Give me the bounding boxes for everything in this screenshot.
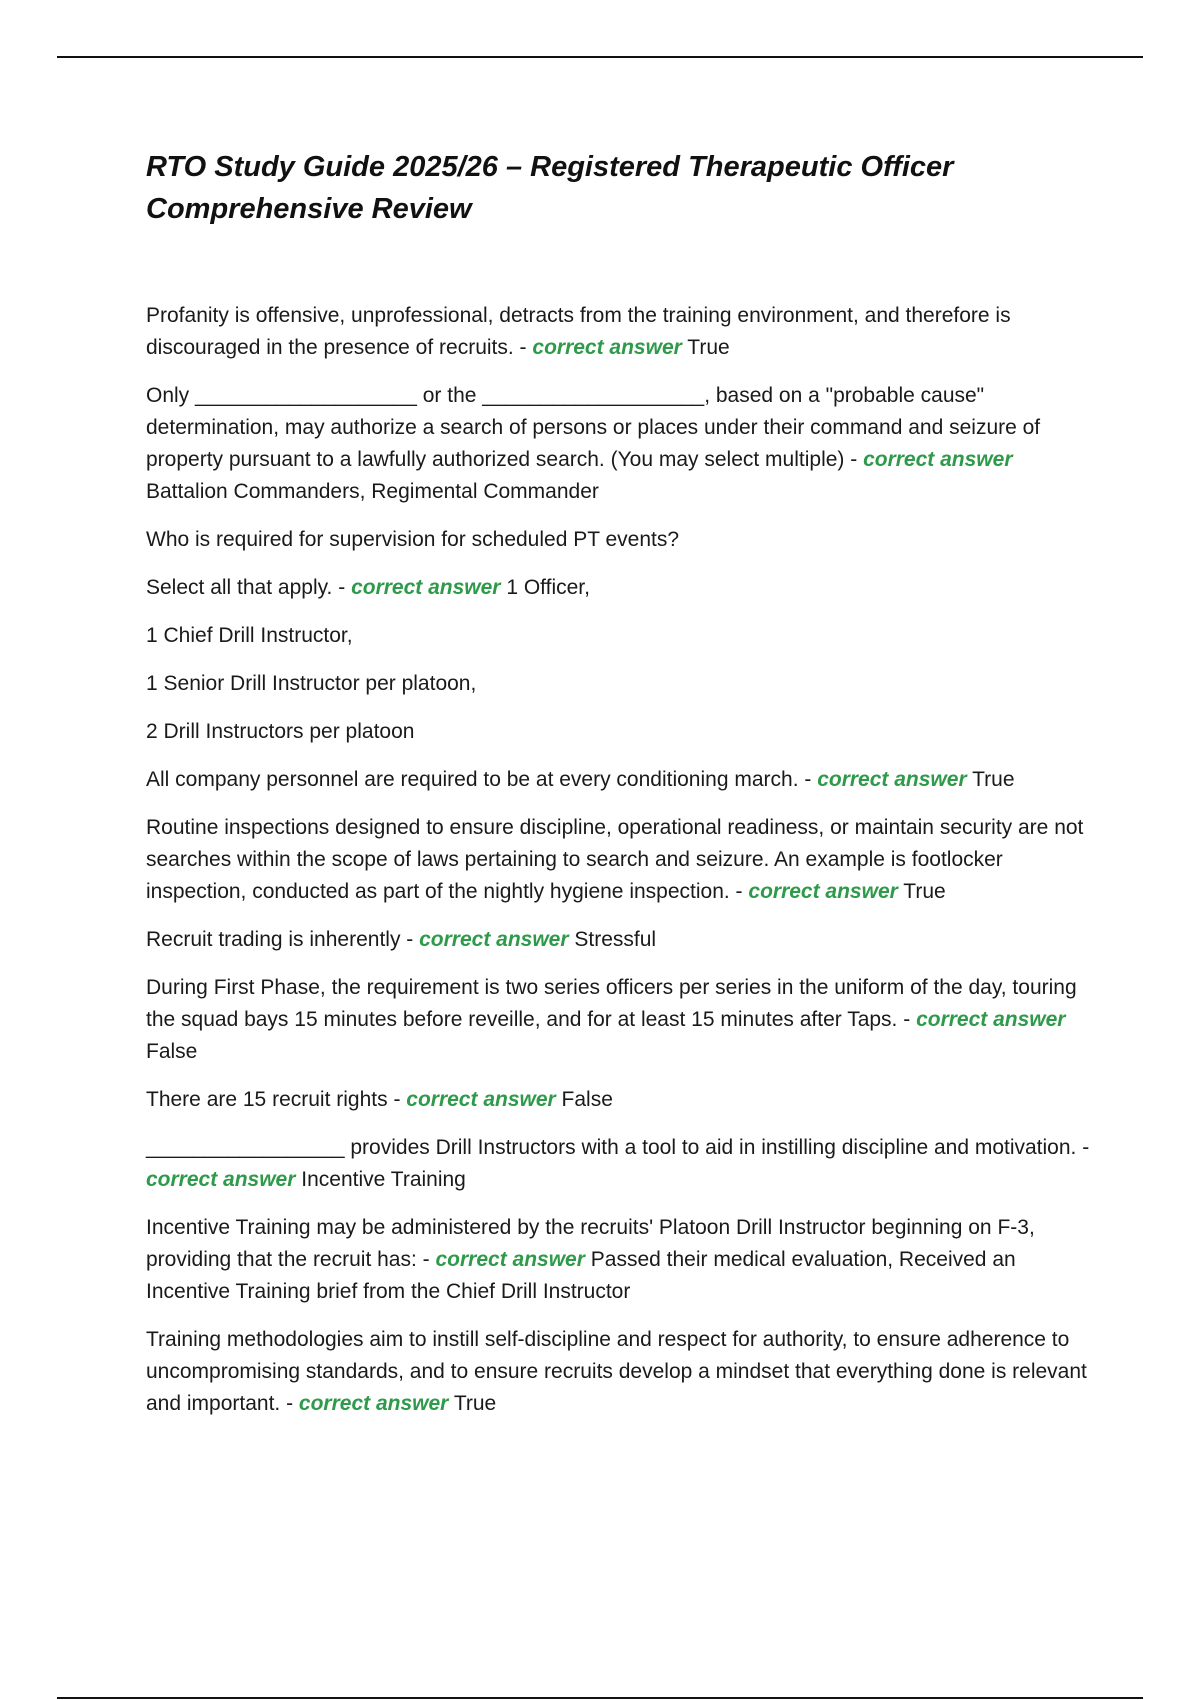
question-text: Incentive Training may be administered by the recruits' Platoon Drill Instructor beginning on F-3, providing that the recruit has: bbox=[146, 1216, 1035, 1271]
qa-item bbox=[146, 716, 1096, 748]
answer-text: False bbox=[146, 1040, 198, 1063]
correct-answer-label: correct answer bbox=[532, 336, 682, 359]
qa-item bbox=[146, 1212, 1096, 1308]
answer-text: True bbox=[903, 880, 946, 903]
correct-answer-label: correct answer bbox=[748, 880, 898, 903]
answer-text: True bbox=[972, 768, 1015, 791]
correct-answer-label: correct answer bbox=[146, 1168, 296, 1191]
correct-answer-label: correct answer bbox=[406, 1088, 556, 1111]
answer-separator: - bbox=[416, 1248, 436, 1271]
qa-item bbox=[146, 812, 1096, 908]
answer-separator: - bbox=[280, 1392, 299, 1415]
correct-answer-label: correct answer bbox=[817, 768, 967, 791]
question-text: 1 Senior Drill Instructor per platoon, bbox=[146, 672, 477, 695]
qa-item bbox=[146, 924, 1096, 956]
answer-text: Incentive Training bbox=[301, 1168, 466, 1191]
qa-item bbox=[146, 572, 1096, 604]
correct-answer-label: correct answer bbox=[298, 1392, 449, 1415]
answer-separator: - bbox=[400, 928, 420, 951]
question-text: All company personnel are required to be at every conditioning march. bbox=[146, 768, 799, 791]
question-text: 2 Drill Instructors per platoon bbox=[146, 720, 415, 743]
qa-item bbox=[146, 1324, 1096, 1420]
answer-text: 1 Officer, bbox=[506, 576, 590, 599]
answer-text: True bbox=[453, 1392, 497, 1415]
qa-item bbox=[146, 524, 1096, 556]
page-title: RTO Study Guide 2025/26 – Registered Therapeutic Officer Comprehensive Review bbox=[146, 151, 954, 225]
qa-item bbox=[146, 620, 1096, 652]
correct-answer-label: correct answer bbox=[435, 1248, 585, 1271]
question-text: During First Phase, the requirement is two series officers per series in the uniform of the day, touring the squad bays 15 minutes before reveille, and for at least 15 minutes after Taps. bbox=[146, 976, 1077, 1031]
question-text: Routine inspections designed to ensure discipline, operational readiness, or maintain security are not searches within the scope of laws pertaining to search and seizure. An example is footlocker inspection, conducted as part of the nightly hygiene inspection. bbox=[146, 816, 1084, 903]
qa-item bbox=[146, 380, 1096, 508]
qa-item bbox=[146, 764, 1096, 796]
answer-separator: - bbox=[844, 448, 864, 471]
question-text: Recruit trading is inherently bbox=[146, 928, 401, 951]
answer-separator: - bbox=[897, 1008, 917, 1031]
answer-separator: - bbox=[513, 336, 533, 359]
answer-text: False bbox=[561, 1088, 613, 1111]
answer-text: True bbox=[687, 336, 730, 359]
qa-item bbox=[146, 668, 1096, 700]
question-text: There are 15 recruit rights bbox=[146, 1088, 388, 1111]
document-body bbox=[146, 146, 1096, 1436]
answer-separator: - bbox=[1076, 1136, 1090, 1159]
question-text: Training methodologies aim to instill self-discipline and respect for authority, to ensure adherence to uncompromising standards, and to ensure recruits develop a mindset that everything done is relevant and important. bbox=[146, 1328, 1087, 1415]
question-text: _________________ provides Drill Instructors with a tool to aid in instilling discipline and motivation. bbox=[146, 1136, 1077, 1159]
answer-separator: - bbox=[798, 768, 818, 791]
answer-separator: - bbox=[729, 880, 749, 903]
correct-answer-label: correct answer bbox=[351, 576, 501, 599]
question-text: Only ___________________ or the ___________________, based on a "probable cause" determination, may authorize a search of persons or places under their command and seizure of property pursuant to a lawfully authorized search. (You may select multiple) bbox=[146, 384, 1041, 471]
question-text: 1 Chief Drill Instructor, bbox=[146, 624, 353, 647]
qa-item bbox=[146, 300, 1096, 364]
correct-answer-label: correct answer bbox=[863, 448, 1013, 471]
question-text: Who is required for supervision for scheduled PT events? bbox=[146, 528, 680, 551]
bottom-rule bbox=[57, 1697, 1143, 1699]
answer-separator: - bbox=[387, 1088, 407, 1111]
question-text: Select all that apply. bbox=[146, 576, 333, 599]
correct-answer-label: correct answer bbox=[916, 1008, 1066, 1031]
qa-item bbox=[146, 1084, 1096, 1116]
answer-separator: - bbox=[332, 576, 352, 599]
question-text: Profanity is offensive, unprofessional, detracts from the training environment, and therefore is discouraged in the presence of recruits. bbox=[146, 304, 1011, 359]
answer-text: Stressful bbox=[574, 928, 657, 951]
qa-item bbox=[146, 972, 1096, 1068]
qa-list bbox=[146, 300, 1096, 1420]
correct-answer-label: correct answer bbox=[419, 928, 569, 951]
qa-item bbox=[146, 1132, 1096, 1196]
answer-text: Battalion Commanders, Regimental Commander bbox=[146, 480, 599, 503]
top-rule bbox=[57, 56, 1143, 58]
answer-text: Passed their medical evaluation, Received an Incentive Training brief from the Chief Drill Instructor bbox=[146, 1248, 1016, 1303]
